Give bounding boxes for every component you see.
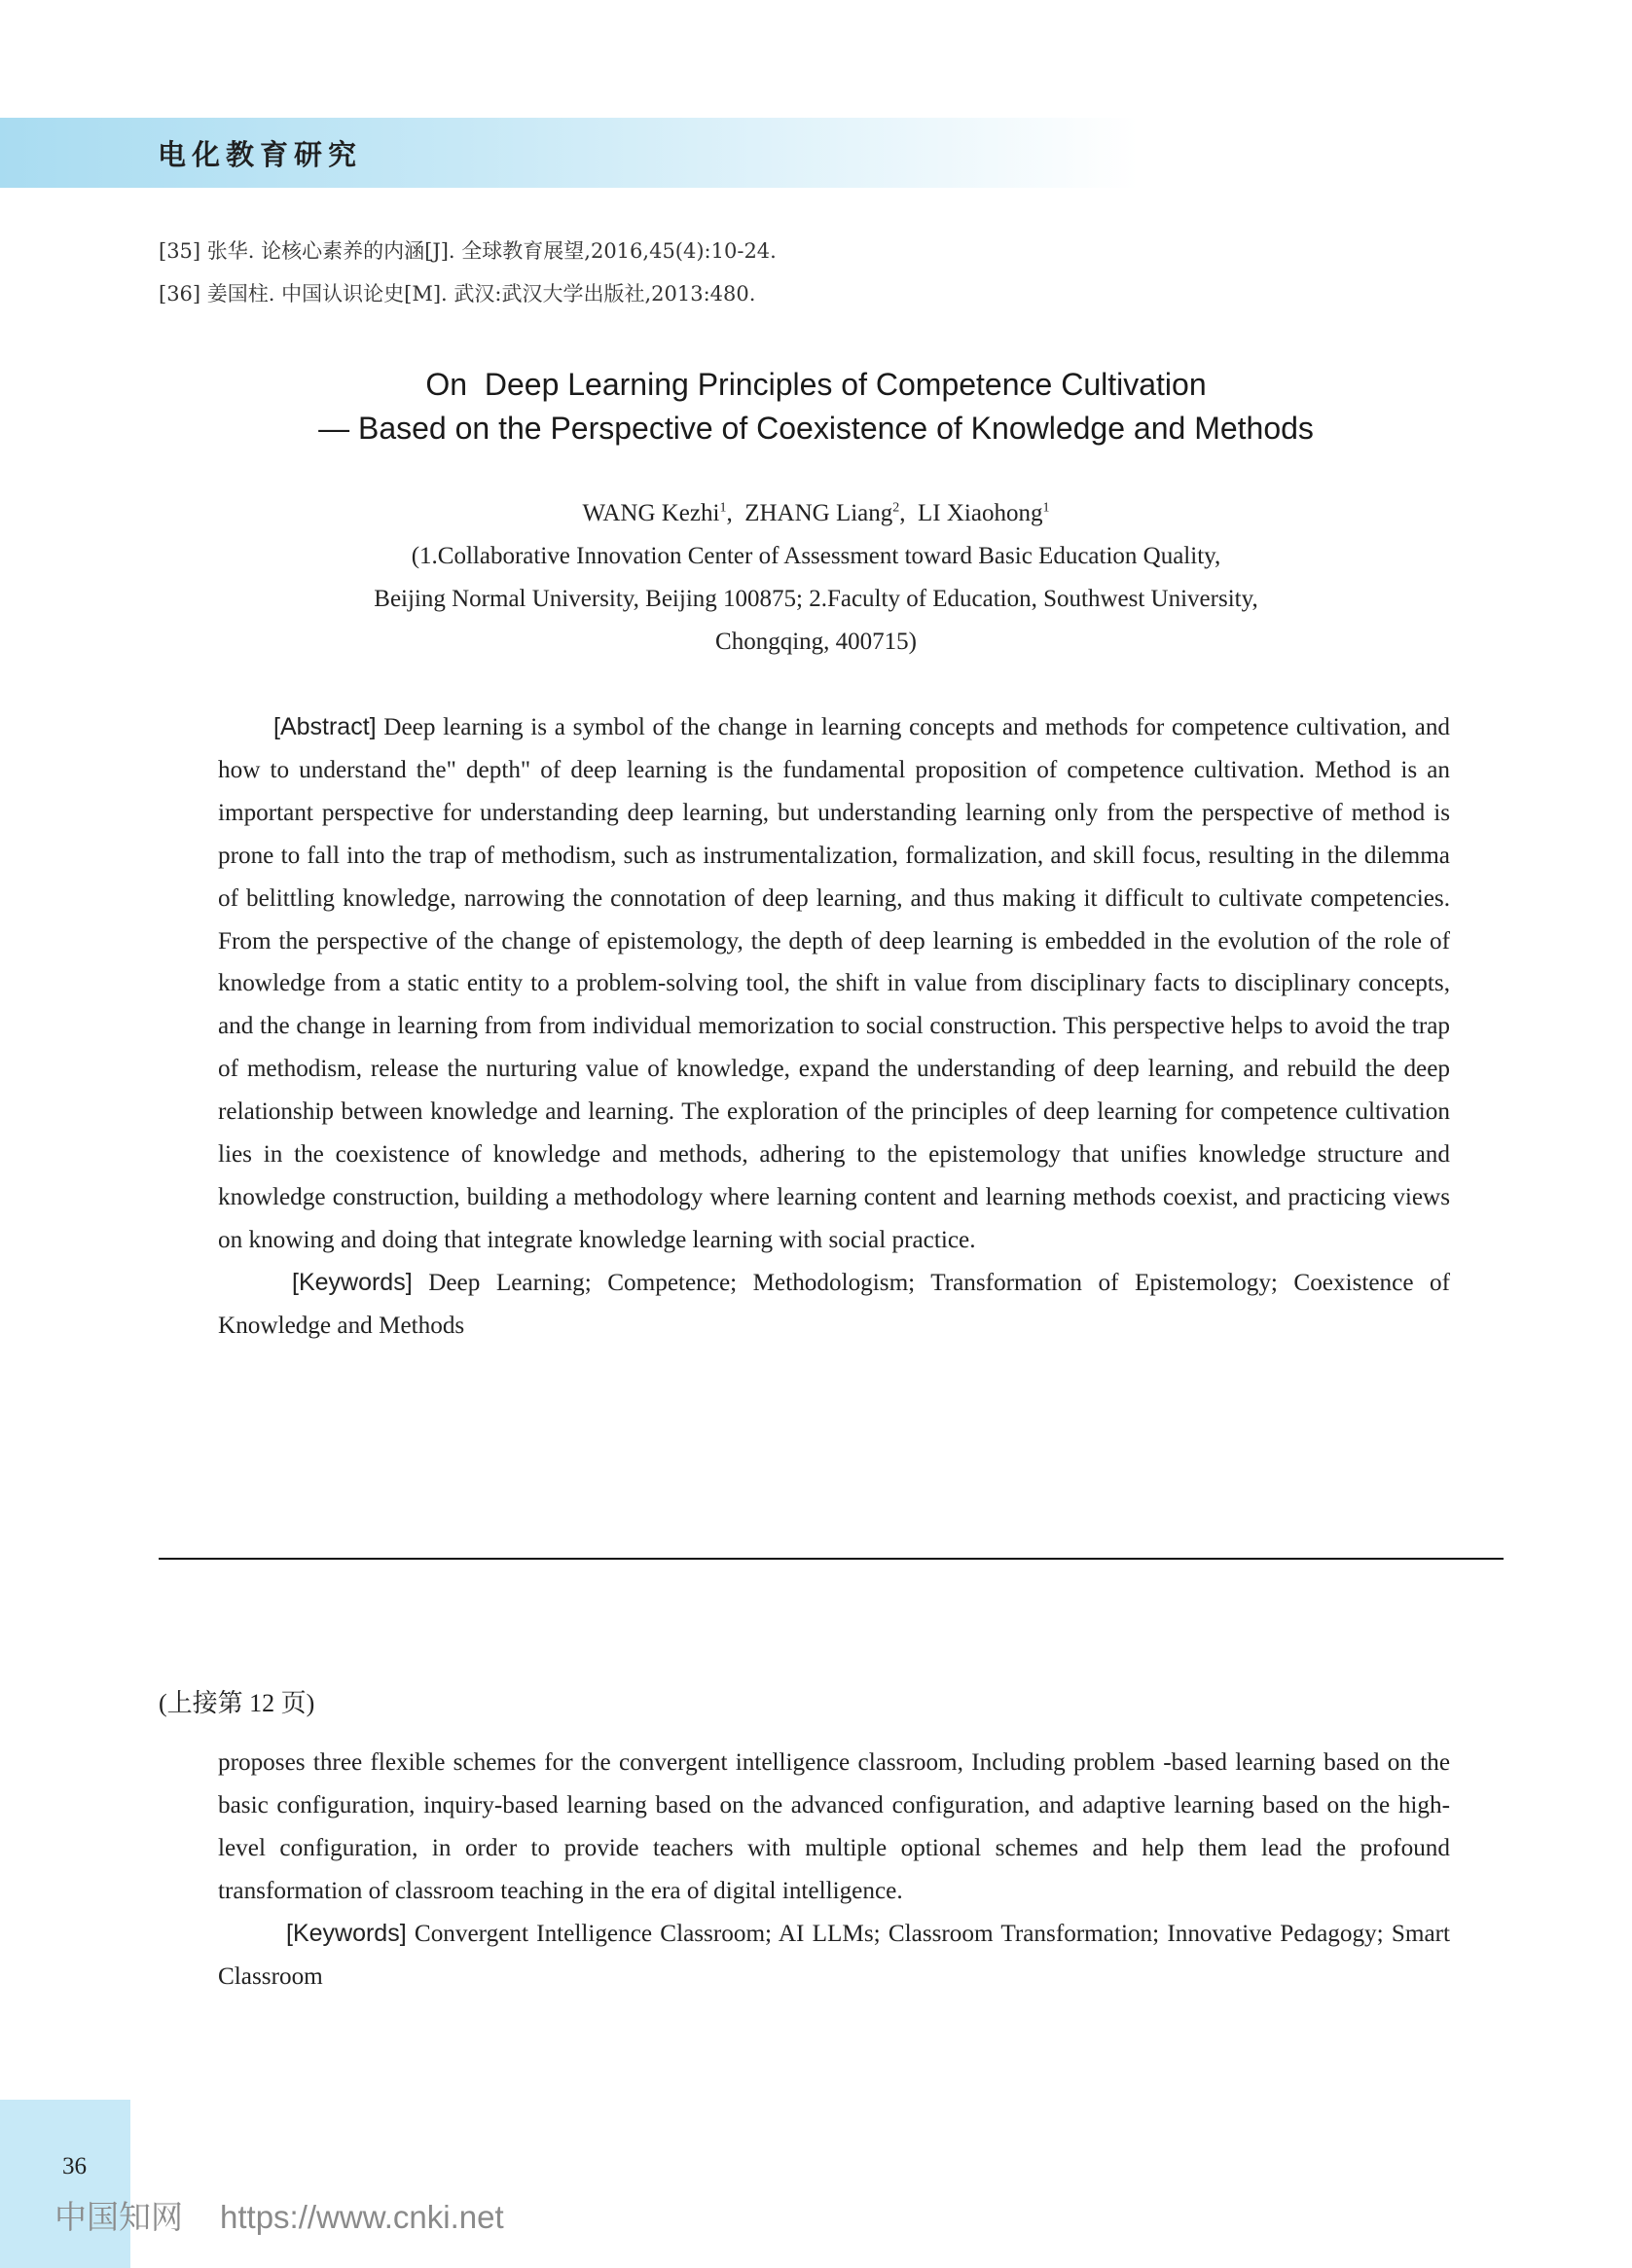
continued-section <box>218 1742 1450 1998</box>
affiliation-line: Chongqing, 400715) <box>715 629 917 655</box>
affiliation-line: Beijing Normal University, Beijing 100875; 2.Faculty of Education, Southwest University, <box>374 586 1258 612</box>
affiliation-line: (1.Collaborative Innovation Center of Assessment toward Basic Education Quality, <box>411 543 1221 569</box>
section-divider <box>159 1558 1504 1560</box>
author-name: ZHANG Liang <box>744 500 893 526</box>
author-separator: , <box>899 500 919 526</box>
keywords-paragraph <box>218 1262 1450 1348</box>
reference-item: [35] 张华. 论核心素养的内涵[J]. 全球教育展望,2016,45(4):10-24. <box>159 239 777 263</box>
abstract-label: [Abstract] <box>273 713 377 740</box>
author-separator: , <box>726 500 745 526</box>
watermark <box>54 2192 504 2238</box>
journal-name: 电化教育研究 <box>158 138 363 171</box>
abstract-text: Deep learning is a symbol of the change in learning concepts and methods for competence cultivation, and how to understand the" depth" of deep learning is the fundamental proposition of competence cultivation. Method is an important perspective for understanding deep learning, but understanding learning only from the perspective of method is prone to fall into the trap of methodism, such as instrumentalization, formalization, and skill focus, resulting in the dilemma of belittling knowledge, narrowing the connotation of deep learning, and thus making it difficult to cultivate competencies. From the perspective of the change of epistemology, the depth of deep learning is embedded in the evolution of the role of knowledge from a static entity to a problem-solving tool, the shift in value from disciplinary facts to disciplinary concepts, and the change in learning from from individual memorization to social construction. This perspective helps to avoid the trap of methodism, release the nurturing value of knowledge, expand the understanding of deep learning, and rebuild the deep relationship between knowledge and learning. The exploration of the principles of deep learning for competence cultivation lies in the coexistence of knowledge and methods, adhering to the epistemology that unifies knowledge structure and knowledge construction, building a methodology where learning content and learning methods coexist, and practicing views on knowing and doing that integrate knowledge learning with social practice. <box>218 714 1451 1253</box>
author-affiliation-mark: 1 <box>719 500 727 516</box>
abstract-section <box>218 706 1450 1348</box>
article-title-line1: On Deep Learning Principles of Competence Cultivation <box>425 367 1207 402</box>
keywords-label: [Keywords] <box>286 1919 407 1947</box>
references-list <box>159 230 777 315</box>
author-list <box>0 492 1632 535</box>
article-title <box>0 363 1632 450</box>
abstract-paragraph <box>218 706 1450 1262</box>
author-name: WANG Kezhi <box>582 500 720 526</box>
keywords-text: Deep Learning; Competence; Methodologism; Transformation of Epistemology; Coexistence of Knowledge and Methods <box>218 1269 1450 1339</box>
article-title-line2: — Based on the Perspective of Coexistence of Knowledge and Methods <box>318 411 1314 446</box>
page-number: 36 <box>62 2153 87 2179</box>
author-affiliation-mark: 2 <box>892 500 900 516</box>
author-name: LI Xiaohong <box>918 500 1043 526</box>
footer-band <box>0 2100 130 2268</box>
keywords-label: [Keywords] <box>292 1268 413 1296</box>
continued-from-label: (上接第 12 页) <box>159 1689 315 1717</box>
continued-paragraph: proposes three flexible schemes for the convergent intelligence classroom, Including problem -based learning based on the basic configuration, inquiry-based learning based on the advanced configuration, and adaptive learning based on the high-level configuration, in order to provide teachers with multiple optional schemes and help them lead the profound transformation of classroom teaching in the era of digital intelligence. <box>218 1749 1450 1904</box>
reference-item: [36] 姜国柱. 中国认识论史[M]. 武汉:武汉大学出版社,2013:480. <box>159 282 756 306</box>
author-block <box>0 492 1632 664</box>
watermark-cnki-text: 中国知网 <box>54 2198 183 2236</box>
watermark-url: https://www.cnki.net <box>220 2199 504 2235</box>
continued-keywords-paragraph <box>218 1913 1450 1998</box>
author-affiliation-mark: 1 <box>1042 500 1050 516</box>
keywords-text: Convergent Intelligence Classroom; AI LLMs; Classroom Transformation; Innovative Pedagogy; Smart Classroom <box>218 1920 1451 1990</box>
